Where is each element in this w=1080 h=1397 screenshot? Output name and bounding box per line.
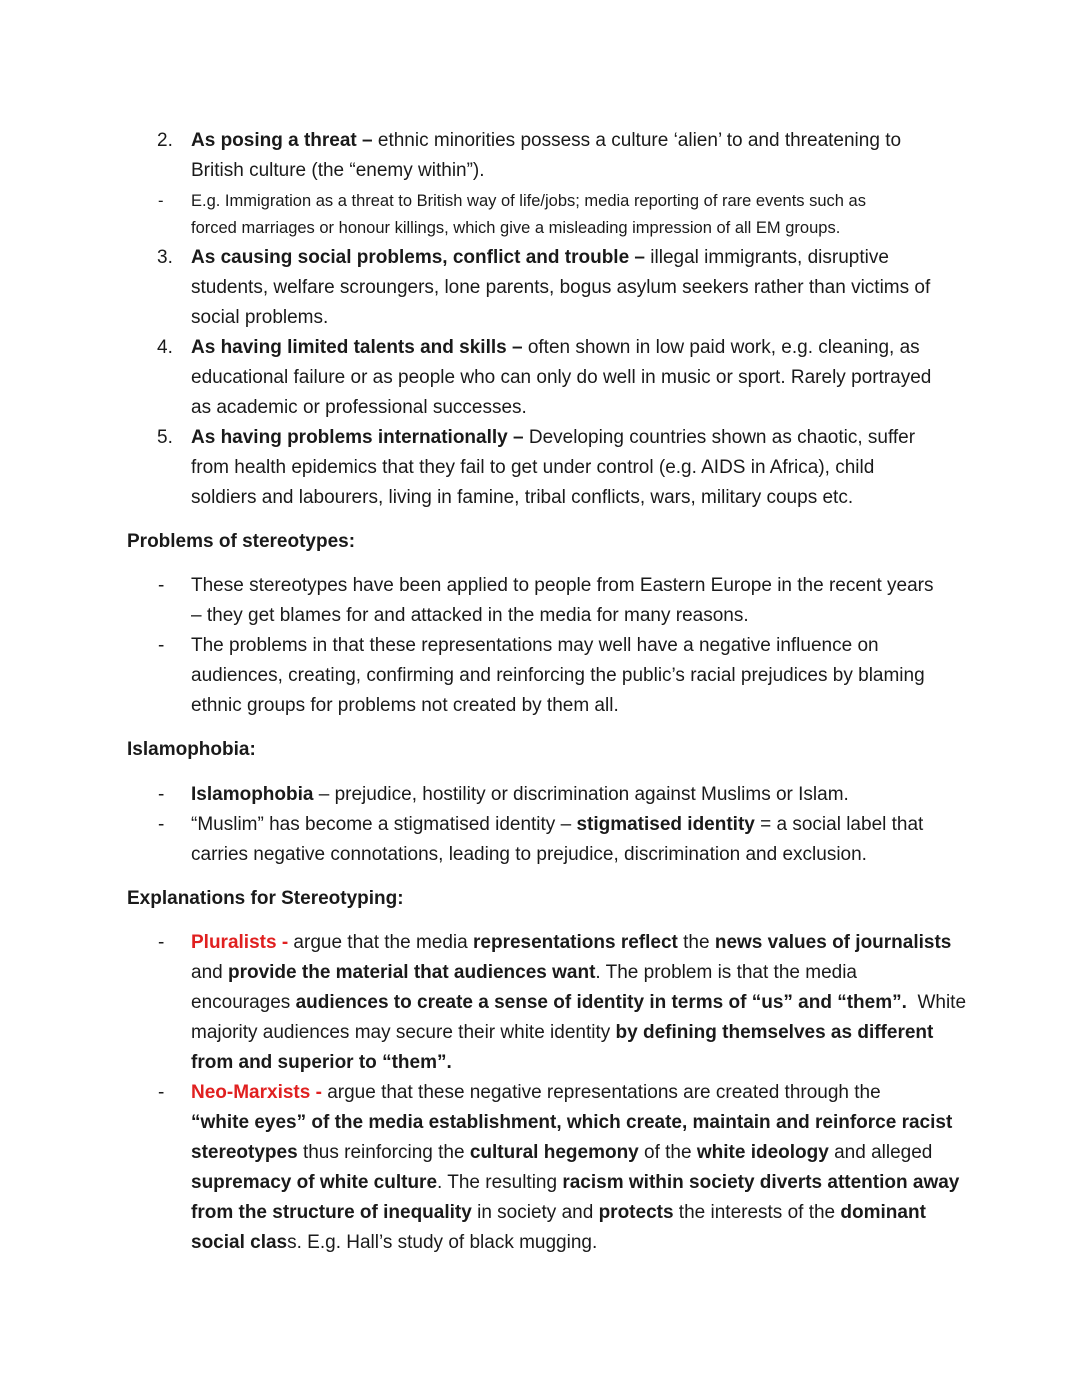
item-title: As posing a threat – bbox=[191, 130, 373, 151]
document-page: 2. As posing a threat – ethnic minorities possess a culture ‘alien’ to and threatening to British culture (the “enemy within”). - E.g. Immigration as a threat to British way of life/jobs; media reporting of rare events such as forced marriages or honour killings, which give a misleading impression of all EM groups. 3. As causing social problems, conflict and trouble – illegal immigrants, disruptive students, welfare scroungers, lone parents, bogus asylum seekers rather than victims of social problems. 4. As having limited talents and skills – often shown in low paid work, e.g. cleaning, as educational failure or as people who can only do well in music or sport. Rarely portrayed as academic or professional successes. 5. As having problems internationally – Developing countries shown as chaotic, suffer from health epidemics that they fail to get under control (e.g. AIDS in Africa), child soldiers and labourers, living in famine, tribal conflicts, wars, military coups etc. Problems of stereotypes: - These stereotypes have been applied to people from Eastern Europe in the recent years – they get blames for and attacked in the media for many reasons. - The problems in that these representations may well have a negative influence on audiences, creating, confirming and reinforcing the public’s racial prejudices by blaming ethnic groups for problems not created by them all. Islamophobia: - Islamophobia – prejudice, hostility or discrimination against Muslims or Islam. - “Muslim” has become a stigmatised identity – stigmatised identity = a social label that carries negative connotations, leading to prejudice, discrimination and exclusion. Explanations for Stereotyping: - Pluralists - argue that the media representations reflect the news values of journalists and provide the material that audiences want. The problem is that the media encourages audiences to create a sense of identity in terms of “us” and “them”. White majority audiences may secure their white identity by defining themselves as different from and superior to “them”. - Neo-Marxists - argue that these negative representations are created through the “white eyes” of the media establishment, which create, maintain and reinforce racist stereotypes thus reinforcing the cultural hegemony of the white ideology and alleged supremacy of white culture. The resulting racism within society diverts attention away from the structure of inequality in society and protects the interests of the dominant social class. E.g. Hall’s study of black mugging. bbox=[0, 0, 1080, 1397]
pluralists-label: Pluralists - bbox=[191, 932, 289, 953]
list-number: 2. bbox=[157, 130, 173, 151]
neomarxists-label: Neo-Marxists - bbox=[191, 1082, 322, 1103]
item-title: As having problems internationally – bbox=[191, 427, 524, 448]
section-heading-problems: Problems of stereotypes: bbox=[127, 531, 356, 552]
item-title: As having limited talents and skills – bbox=[191, 337, 523, 358]
section-heading-explanations: Explanations for Stereotyping: bbox=[127, 888, 404, 909]
item-title: As causing social problems, conflict and trouble – bbox=[191, 247, 645, 268]
section-heading-islamophobia: Islamophobia: bbox=[127, 739, 256, 760]
